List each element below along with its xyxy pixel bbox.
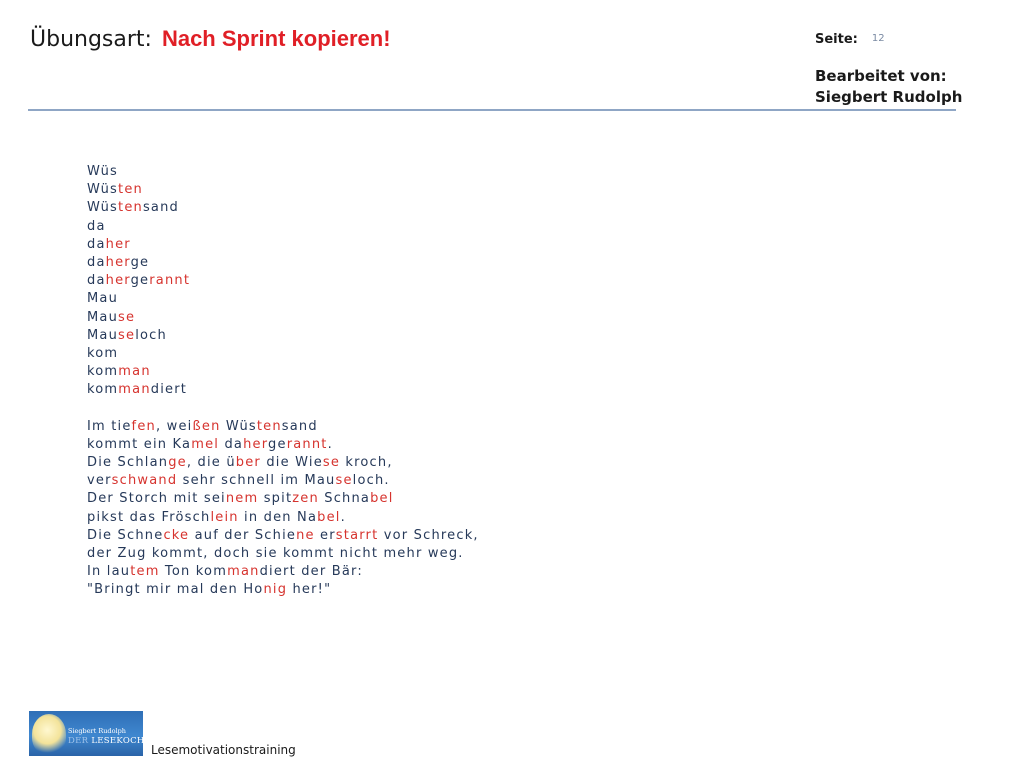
- text-segment: sehr schnell im Mau: [177, 473, 336, 489]
- text-segment: da: [87, 236, 106, 252]
- highlighted-syllable: lein: [210, 509, 239, 525]
- text-segment: pikst das Frösch: [87, 509, 211, 525]
- text-line: [87, 163, 479, 181]
- text-line: [87, 454, 479, 472]
- text-segment: , die ü: [186, 455, 236, 470]
- text-segment: vor Schreck,: [378, 527, 479, 543]
- highlighted-syllable: man: [227, 564, 260, 580]
- highlighted-syllable: her: [105, 236, 131, 252]
- lesekoch-logo: [29, 711, 143, 756]
- logo-brand-main: LESEKOCH: [91, 736, 145, 746]
- text-segment: kommt ein Ka: [87, 436, 192, 452]
- editor-info: [815, 66, 962, 108]
- text-segment: da: [87, 273, 106, 289]
- text-segment: da: [87, 254, 106, 270]
- text-segment: da: [219, 436, 244, 452]
- text-segment: ge: [130, 254, 150, 270]
- text-segment: ge: [130, 273, 150, 289]
- text-segment: die Wie: [260, 455, 323, 470]
- text-line: [87, 181, 479, 199]
- text-line: [87, 436, 479, 454]
- text-segment: Der Storch mit sei: [87, 491, 226, 507]
- logo-author: Siegbert Rudolph: [68, 727, 126, 735]
- text-segment: er: [314, 527, 336, 543]
- highlighted-syllable: ßen: [192, 418, 221, 434]
- highlighted-syllable: rannt: [149, 273, 191, 289]
- text-segment: kom: [87, 345, 119, 361]
- footer-label: Lesemotivationstraining: [151, 743, 296, 757]
- text-segment: .: [340, 509, 346, 525]
- text-segment: Ton kom: [159, 564, 228, 580]
- highlighted-syllable: mel: [191, 436, 220, 452]
- page-indicator: [815, 28, 885, 47]
- text-segment: da: [87, 218, 106, 234]
- highlighted-syllable: ten: [118, 182, 143, 198]
- text-segment: spit: [258, 491, 293, 507]
- text-segment: In lau: [87, 564, 131, 580]
- text-line: [87, 236, 479, 254]
- exercise-header: [30, 26, 391, 52]
- text-line: [87, 490, 479, 508]
- editor-name: Siegbert Rudolph: [815, 88, 963, 106]
- text-segment: Wüs: [87, 200, 119, 216]
- text-line: [87, 509, 479, 527]
- highlighted-syllable: nig: [263, 582, 288, 598]
- page-number: 12: [871, 33, 885, 44]
- highlighted-syllable: fen: [131, 418, 156, 434]
- text-segment: loch.: [352, 473, 390, 489]
- text-segment: Mau: [87, 309, 119, 325]
- text-line: [87, 345, 479, 363]
- text-segment: ge: [268, 436, 287, 452]
- header-divider: [28, 109, 956, 111]
- text-line: [87, 563, 479, 581]
- text-segment: sand: [281, 418, 318, 434]
- text-line: [87, 381, 479, 399]
- highlighted-syllable: se: [118, 327, 136, 343]
- text-line: [87, 327, 479, 345]
- text-line: [87, 254, 479, 272]
- highlighted-syllable: her: [243, 436, 269, 452]
- text-line: [87, 545, 479, 563]
- text-segment: Schna: [318, 491, 371, 507]
- text-line: [87, 218, 479, 236]
- text-segment: der Zug kommt, doch sie kommt nicht mehr weg.: [87, 545, 464, 561]
- editor-label: Bearbeitet von:: [815, 67, 947, 85]
- text-segment: Mau: [87, 327, 119, 343]
- text-line: [87, 290, 479, 308]
- highlighted-syllable: nem: [225, 491, 259, 507]
- text-segment: her!": [287, 582, 332, 598]
- highlighted-syllable: ten: [256, 418, 282, 434]
- text-segment: ver: [87, 473, 112, 489]
- text-line: [87, 363, 479, 381]
- text-line: [87, 199, 479, 217]
- highlighted-syllable: bel: [317, 509, 341, 525]
- blank-line: [87, 399, 479, 417]
- exercise-label: Übungsart:: [30, 27, 152, 52]
- text-segment: Wüs: [87, 164, 119, 179]
- exercise-title: Nach Sprint kopieren!: [161, 26, 391, 51]
- highlighted-syllable: se: [322, 455, 341, 470]
- text-segment: .: [327, 436, 333, 452]
- lightbulb-chef-icon: [32, 714, 66, 754]
- highlighted-syllable: starrt: [335, 527, 379, 543]
- text-segment: in den Na: [238, 509, 318, 525]
- highlighted-syllable: zen: [292, 491, 319, 507]
- highlighted-syllable: her: [105, 254, 131, 270]
- text-line: [87, 272, 479, 290]
- reading-text: [87, 163, 479, 600]
- text-segment: kom: [87, 382, 119, 398]
- text-line: [87, 527, 479, 545]
- highlighted-syllable: rannt: [286, 436, 328, 452]
- logo-brand-prefix: DER: [68, 736, 89, 746]
- highlighted-syllable: ne: [296, 527, 315, 543]
- highlighted-syllable: her: [105, 273, 131, 289]
- text-segment: Die Schne: [87, 527, 164, 543]
- highlighted-syllable: schwand: [111, 473, 178, 489]
- text-segment: loch: [135, 327, 167, 343]
- text-segment: kom: [87, 364, 119, 380]
- text-segment: "Bringt mir mal den Ho: [87, 582, 264, 598]
- text-line: [87, 309, 479, 327]
- highlighted-syllable: ten: [118, 200, 143, 216]
- text-segment: Im tie: [87, 418, 132, 434]
- text-segment: Wüs: [220, 418, 257, 434]
- text-segment: Mau: [87, 291, 119, 307]
- text-segment: Wüs: [87, 182, 119, 198]
- text-segment: auf der Schie: [189, 527, 297, 543]
- highlighted-syllable: man: [118, 382, 151, 398]
- text-segment: sand: [142, 200, 179, 216]
- highlighted-syllable: tem: [130, 564, 160, 580]
- text-segment: diert der Bär:: [259, 564, 363, 580]
- text-line: [87, 472, 479, 490]
- text-line: [87, 418, 479, 436]
- text-line: [87, 581, 479, 599]
- highlighted-syllable: man: [118, 364, 151, 380]
- page-label: Seite:: [815, 32, 858, 47]
- highlighted-syllable: ge: [168, 455, 187, 470]
- highlighted-syllable: se: [335, 473, 353, 489]
- text-segment: , wei: [155, 418, 193, 434]
- highlighted-syllable: cke: [163, 527, 190, 543]
- text-segment: diert: [150, 382, 188, 398]
- text-segment: kroch,: [340, 455, 393, 470]
- logo-brand: [68, 736, 145, 746]
- highlighted-syllable: ber: [235, 455, 261, 470]
- text-segment: Die Schlan: [87, 455, 169, 470]
- highlighted-syllable: se: [118, 309, 136, 325]
- highlighted-syllable: bel: [370, 491, 394, 507]
